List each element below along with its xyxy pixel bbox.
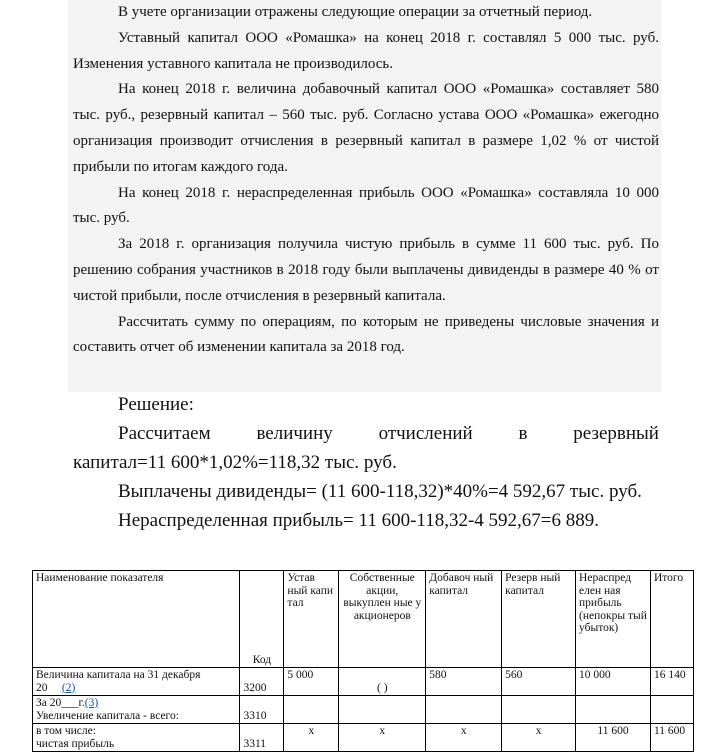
row1-ustav: 5 000 xyxy=(284,668,339,696)
header-rezerv: Резерв ный капитал xyxy=(502,571,576,668)
task-paragraph-1: В учете организации отражены следующие операции за отчетный период. xyxy=(118,4,593,20)
row1-dobav: 580 xyxy=(426,668,502,696)
header-ustav: Устав ный капи тал xyxy=(284,571,339,668)
header-code: Код xyxy=(240,571,284,668)
solution-block xyxy=(73,390,659,535)
table-row xyxy=(33,696,694,724)
table-row xyxy=(33,724,694,752)
capital-changes-table xyxy=(32,570,694,752)
header-name: Наименование показателя xyxy=(33,571,240,668)
header-neraspr: Нераспред елен ная прибыль (непокры тый убыток) xyxy=(576,571,651,668)
row1-name: Величина капитала на 31 декабря 20 (2) xyxy=(33,668,240,696)
calc-word: отчислений xyxy=(378,423,473,444)
row1-own-shares: ( ) xyxy=(339,668,426,696)
calc-word: резервный xyxy=(573,423,659,444)
calc-dividends: Выплачены дивиденды= (11 600-118,32)*40%=4 592,67 тыс. руб. xyxy=(118,481,642,502)
row2-code: 3310 xyxy=(240,696,284,724)
row3-code: 3311 xyxy=(240,724,284,752)
row1-itogo: 16 140 xyxy=(650,668,693,696)
task-paragraph-4: На конец 2018 г. нераспределенная прибыль ООО «Ромашка» составляла 10 000 тыс. руб. xyxy=(73,184,659,227)
row3-rezerv: х xyxy=(502,724,576,752)
row3-own-shares: х xyxy=(339,724,426,752)
row3-dobav: х xyxy=(426,724,502,752)
task-paragraph-5: За 2018 г. организация получила чистую прибыль в сумме 11 600 тыс. руб. По решению собрания участников в 2018 году были выплачены дивиденды в размере 40 % от чистой прибыли, после отчисления в резервный капитала. xyxy=(73,236,659,304)
row3-name: в том числе: чистая прибыль xyxy=(33,724,240,752)
table-header-row xyxy=(33,571,694,668)
row3-neraspr: 11 600 xyxy=(576,724,651,752)
row2-name: За 20___г.(3) Увеличение капитала - всего: xyxy=(33,696,240,724)
calc-word: величину xyxy=(256,423,333,444)
calc-word: Рассчитаем xyxy=(118,423,211,444)
task-paragraph-6: Рассчитать сумму по операциям, по которым не приведены числовые значения и составить отчет об изменении капитала за 2018 год. xyxy=(73,313,659,356)
footnote-link[interactable]: (2) xyxy=(61,681,76,694)
header-itogo: Итого xyxy=(650,571,693,668)
task-paragraph-3: На конец 2018 г. величина добавочный капитал ООО «Ромашка» составляет 580 тыс. руб., резервный капитал – 560 тыс. руб. Согласно устава ООО «Ромашка» ежегодно организация производит отчисления в резервный капитал в размере 1,02 % от чистой прибыли по итогам каждого года. xyxy=(73,81,659,175)
row1-rezerv: 560 xyxy=(502,668,576,696)
header-own-shares: Собственные акции, выкуплен ные у акционеров xyxy=(339,571,426,668)
row1-code: 3200 xyxy=(240,668,284,696)
calc-reserve-line xyxy=(73,419,659,448)
row3-ustav: х xyxy=(284,724,339,752)
task-text xyxy=(73,0,659,361)
calc-reserve-continuation: капитал=11 600*1,02%=118,32 тыс. руб. xyxy=(73,452,397,473)
table-row xyxy=(33,668,694,696)
row1-neraspr: 10 000 xyxy=(576,668,651,696)
header-dobav: Добавоч ный капитал xyxy=(426,571,502,668)
solution-heading: Решение: xyxy=(118,394,194,415)
calc-word: в xyxy=(518,423,528,444)
calc-retained-earnings: Нераспределенная прибыль= 11 600-118,32-4 592,67=6 889. xyxy=(118,510,599,531)
task-paragraph-2: Уставный капитал ООО «Ромашка» на конец 2018 г. составлял 5 000 тыс. руб. Изменения уставного капитала не производилось. xyxy=(73,29,659,72)
footnote-link[interactable]: (3) xyxy=(84,697,99,709)
row3-itogo: 11 600 xyxy=(650,724,693,752)
